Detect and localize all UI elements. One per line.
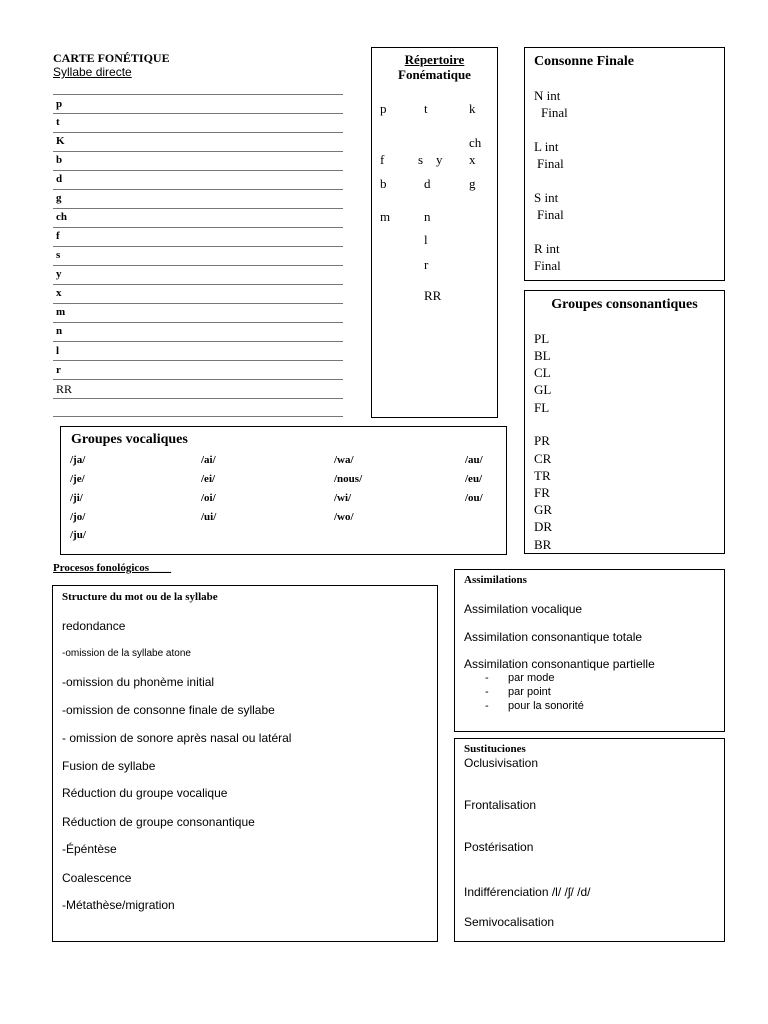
list-item: /wi/ <box>334 492 352 504</box>
list-item: TR <box>534 468 551 483</box>
divider <box>53 113 343 114</box>
repertoire-title-line2: Fonématique <box>398 67 471 82</box>
list-item: g <box>56 192 62 204</box>
list-item: Frontalisation <box>464 798 537 812</box>
subitem-label: par point <box>508 686 551 698</box>
phoneme: ch <box>469 135 482 150</box>
list-item: RR <box>56 382 73 396</box>
list-item: CR <box>534 451 552 466</box>
list-item: s <box>56 249 61 261</box>
list-item: Réduction de groupe consonantique <box>62 815 255 829</box>
list-item: GR <box>534 502 553 517</box>
list-item: Postérisation <box>464 840 534 854</box>
phoneme: f <box>380 152 385 167</box>
divider <box>53 416 343 417</box>
repertoire-title <box>372 52 497 82</box>
list-item: redondance <box>62 619 126 633</box>
repertoire-box <box>371 47 498 418</box>
subitem-label: par mode <box>508 672 555 684</box>
structure-box <box>52 585 438 942</box>
divider <box>53 208 343 209</box>
list-item: /ui/ <box>201 511 217 523</box>
list-item: /ou/ <box>465 492 483 504</box>
list-item: S int <box>534 190 559 205</box>
list-item: L int <box>534 139 559 154</box>
list-item: BR <box>534 537 552 552</box>
list-item: Final <box>534 258 561 273</box>
structure-title: Structure du mot ou de la syllabe <box>62 591 218 603</box>
list-item: Final <box>537 156 564 171</box>
list-item: /au/ <box>465 454 483 466</box>
procesos-title-text: Procesos fonológicos <box>53 562 150 574</box>
sustituciones-box <box>454 738 725 942</box>
procesos-title <box>53 562 171 574</box>
list-item: /ja/ <box>70 454 86 466</box>
divider <box>53 379 343 380</box>
phoneme: k <box>469 101 476 116</box>
list-item: K <box>56 135 65 147</box>
divider <box>53 322 343 323</box>
list-item: FL <box>534 400 550 415</box>
list-item: PR <box>534 433 550 448</box>
list-item: DR <box>534 519 553 534</box>
divider <box>53 398 343 399</box>
list-item: Semivocalisation <box>464 915 555 929</box>
list-item: PL <box>534 331 550 346</box>
list-item: t <box>56 116 60 128</box>
groupes-vocaliques-box <box>60 426 507 555</box>
consonne-finale-box <box>524 47 725 281</box>
list-item: GL <box>534 382 552 397</box>
phoneme: m <box>380 209 391 224</box>
list-item: r <box>56 364 61 376</box>
phoneme: p <box>380 101 387 116</box>
list-item: -omission du phonème initial <box>62 675 215 689</box>
list-item: n <box>56 325 63 337</box>
list-subitem <box>485 672 554 684</box>
list-item: m <box>56 306 66 318</box>
list-item: ch <box>56 211 67 223</box>
page-subtitle: Syllabe directe <box>53 65 132 79</box>
list-item: /nous/ <box>334 473 363 485</box>
sustituciones-title: Sustituciones <box>464 743 526 755</box>
list-item: /oi/ <box>201 492 216 504</box>
list-subitem <box>485 700 584 712</box>
consonne-finale-title: Consonne Finale <box>534 54 634 69</box>
phoneme: RR <box>424 288 442 303</box>
list-item: Final <box>537 207 564 222</box>
divider <box>53 151 343 152</box>
assimilations-title: Assimilations <box>464 574 527 586</box>
dash: - <box>485 672 489 684</box>
phoneme: y <box>436 152 443 167</box>
divider <box>53 189 343 190</box>
divider <box>53 227 343 228</box>
assimilations-box <box>454 569 725 732</box>
list-item: Assimilation vocalique <box>464 602 583 616</box>
divider <box>53 94 343 95</box>
list-item: CL <box>534 365 551 380</box>
list-item: b <box>56 154 63 166</box>
list-item: FR <box>534 485 550 500</box>
divider <box>53 170 343 171</box>
list-item: /eu/ <box>465 473 483 485</box>
list-item: d <box>56 173 63 185</box>
list-item: Final <box>541 105 568 120</box>
phoneme: n <box>424 209 431 224</box>
list-item: -Métathèse/migration <box>62 898 175 912</box>
list-item: /wo/ <box>334 511 354 523</box>
list-item: Assimilation consonantique partielle <box>464 657 655 671</box>
page-title: CARTE FONÉTIQUE <box>53 51 170 65</box>
list-item: Fusion de syllabe <box>62 759 156 773</box>
procesos-title-trail: ____ <box>149 562 172 574</box>
dash: - <box>485 700 489 712</box>
list-item: -Épéntèse <box>62 842 117 856</box>
list-item: f <box>56 230 60 242</box>
list-item: Oclusivisation <box>464 756 539 770</box>
list-item: Indifférenciation /l/ /ʃ/ /d/ <box>464 885 591 899</box>
phoneme: t <box>424 101 428 116</box>
phoneme: x <box>469 152 476 167</box>
list-item: Assimilation consonantique totale <box>464 630 643 644</box>
list-item: /ai/ <box>201 454 216 466</box>
phoneme: d <box>424 176 431 191</box>
list-item: /ju/ <box>70 529 86 541</box>
phoneme: s <box>418 152 424 167</box>
list-item: BL <box>534 348 551 363</box>
groupes-vocaliques-title: Groupes vocaliques <box>71 432 188 447</box>
divider <box>53 265 343 266</box>
list-item: -omission de la syllabe atone <box>62 648 191 659</box>
list-item: /ji/ <box>70 492 83 504</box>
subitem-label: pour la sonorité <box>508 700 584 712</box>
list-item: /wa/ <box>334 454 354 466</box>
list-item: x <box>56 287 62 299</box>
divider <box>53 303 343 304</box>
list-item: R int <box>534 241 560 256</box>
list-item: Coalescence <box>62 871 132 885</box>
list-subitem <box>485 686 551 698</box>
list-item: Réduction du groupe vocalique <box>62 786 228 800</box>
phoneme: l <box>424 232 428 247</box>
list-item: N int <box>534 88 561 103</box>
divider <box>53 360 343 361</box>
list-item: /je/ <box>70 473 85 485</box>
list-item: p <box>56 98 63 110</box>
repertoire-title-line1: Répertoire <box>404 52 465 67</box>
list-item: y <box>56 268 62 280</box>
list-item: - omission de sonore après nasal ou latéral <box>62 731 292 745</box>
groupes-consonantiques-title: Groupes consonantiques <box>551 297 698 312</box>
divider <box>53 341 343 342</box>
list-item: -omission de consonne finale de syllabe <box>62 703 275 717</box>
list-item: /ei/ <box>201 473 216 485</box>
dash: - <box>485 686 489 698</box>
divider <box>53 284 343 285</box>
list-item: l <box>56 345 60 357</box>
divider <box>53 132 343 133</box>
phoneme: r <box>424 257 429 272</box>
divider <box>53 246 343 247</box>
phoneme: b <box>380 176 387 191</box>
groupes-consonantiques-box <box>524 290 725 554</box>
list-item: /jo/ <box>70 511 86 523</box>
phoneme: g <box>469 176 476 191</box>
